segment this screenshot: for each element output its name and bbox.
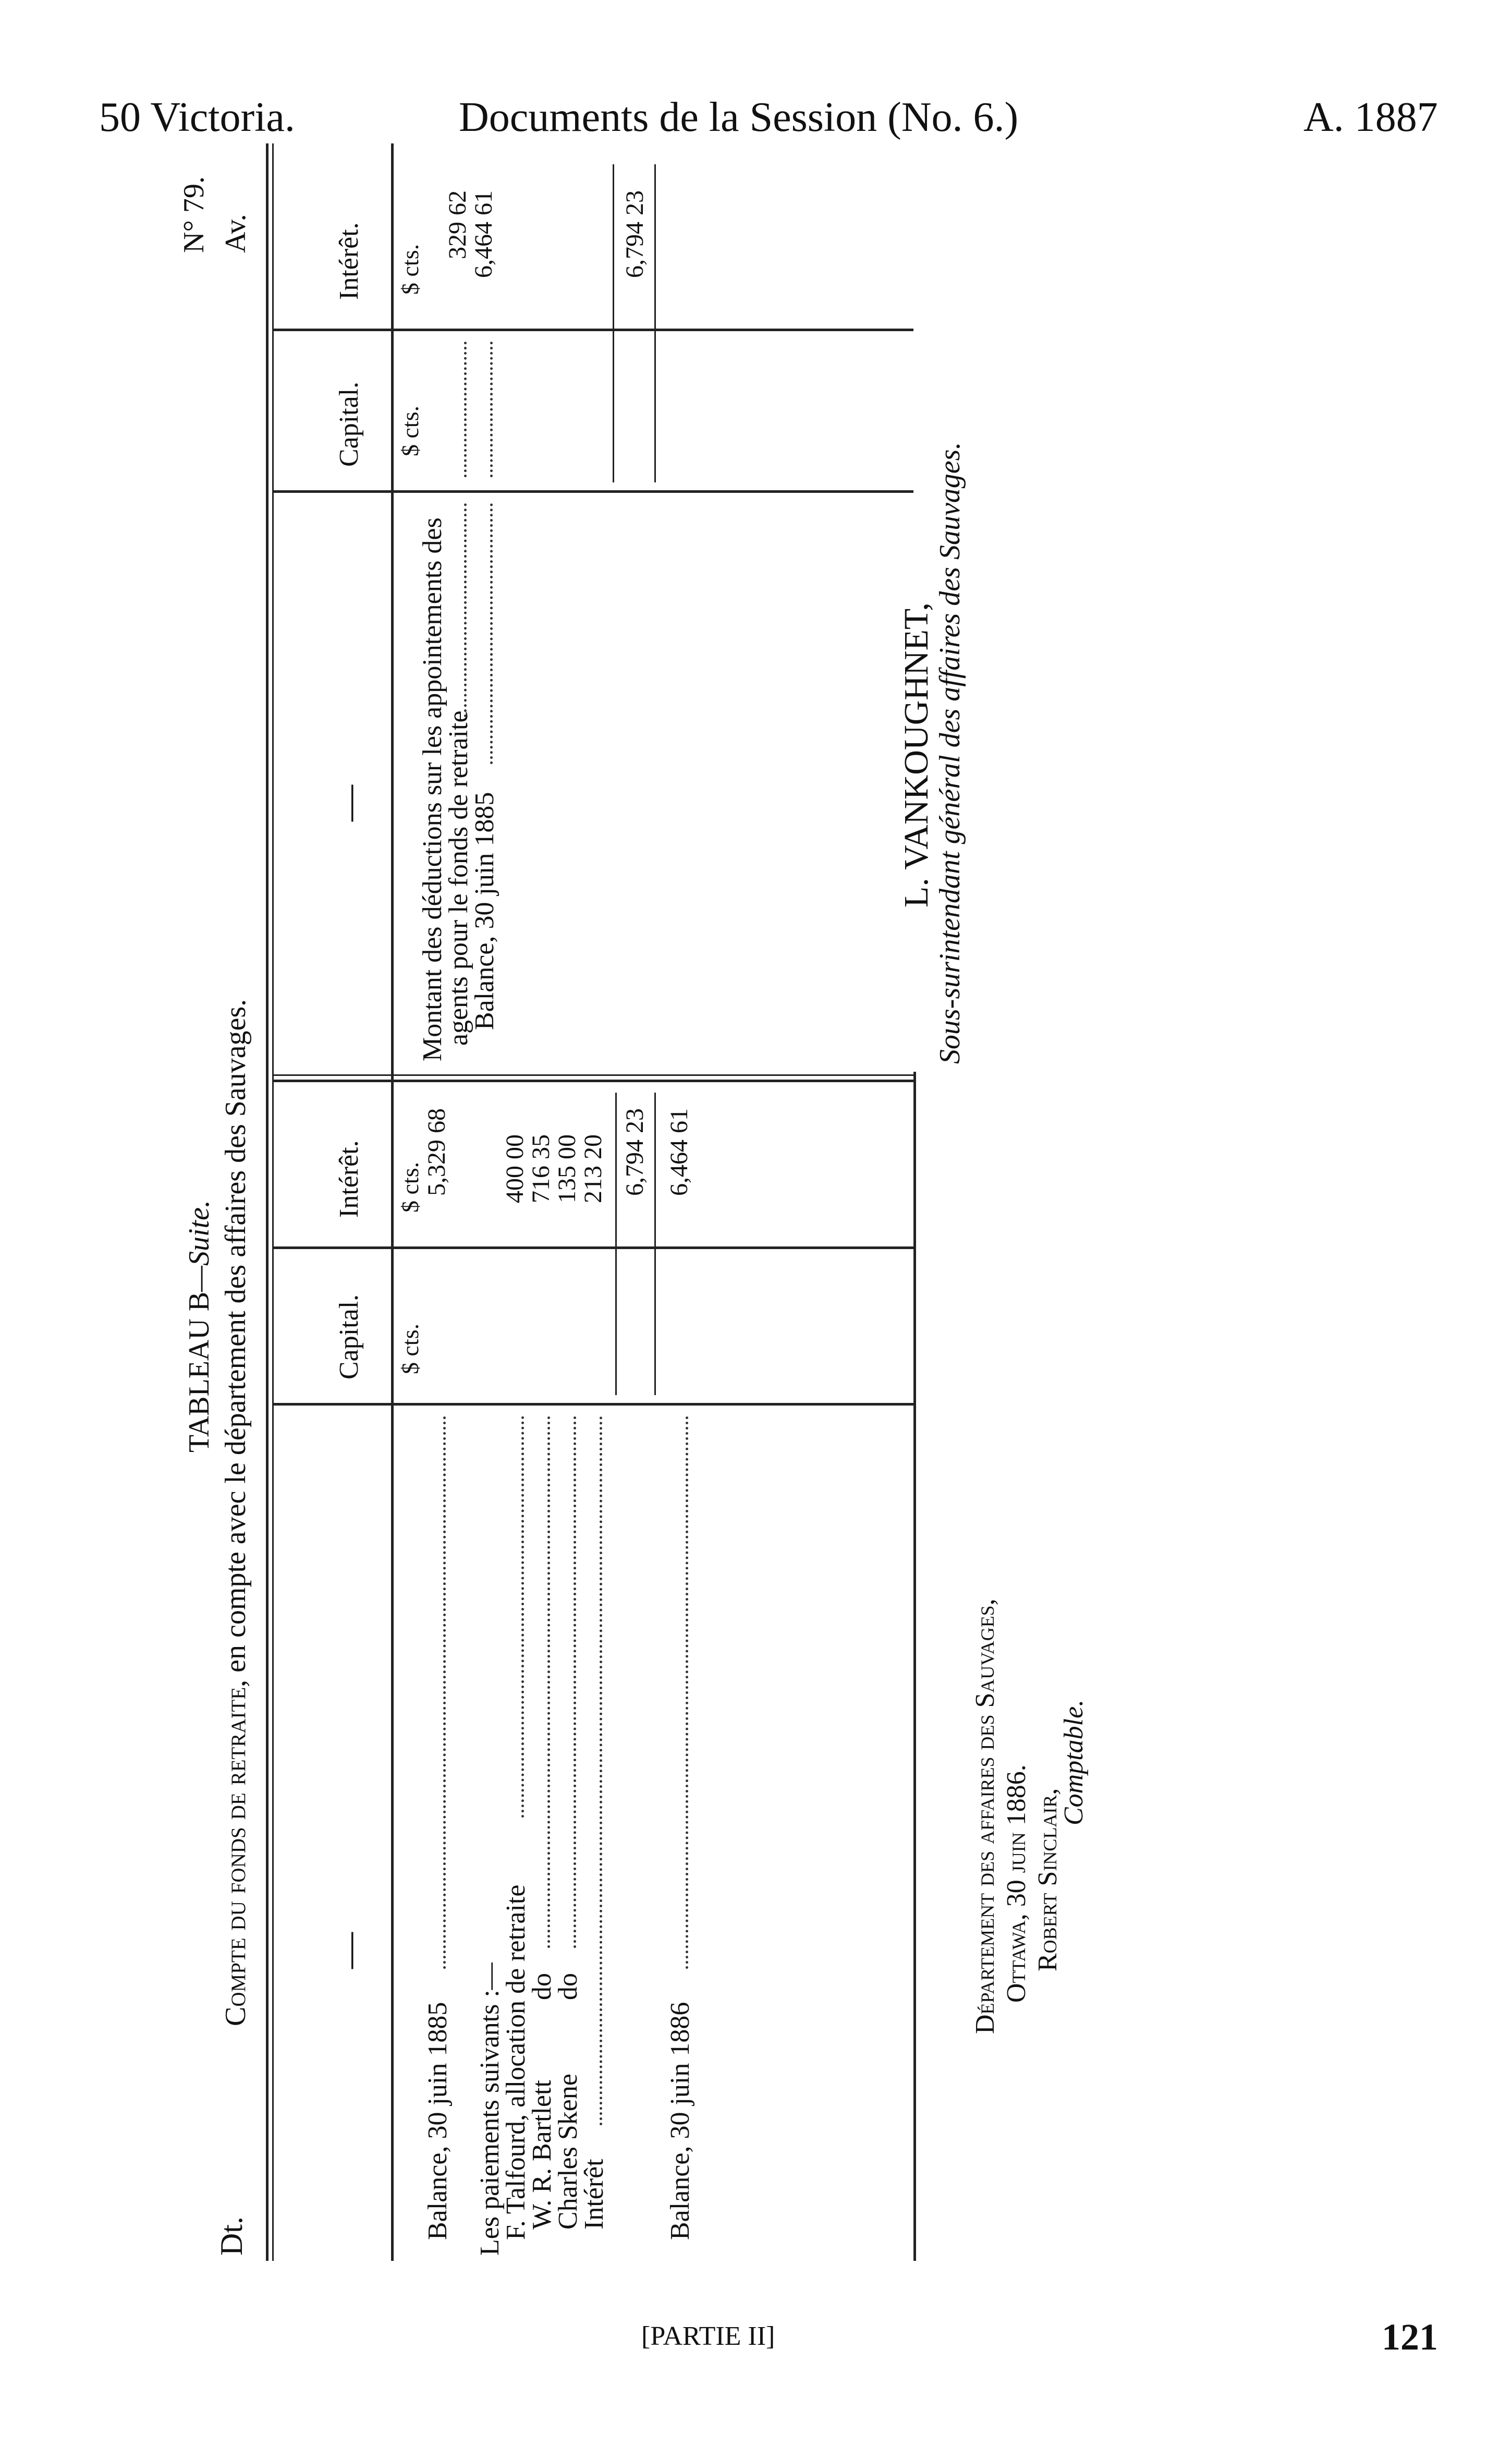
payment-3-do: do [553, 1973, 583, 2000]
debit-total-rule [654, 1093, 656, 1395]
debit-total: 6,794 23 [621, 1108, 649, 1196]
no-label: N° 79. [178, 176, 210, 253]
tableau-title-suffix: —Suite. [183, 1200, 215, 1292]
credit-col-capital: Capital. [334, 381, 364, 467]
dt-label: Dt. [214, 2217, 249, 2256]
tableau-title-main: TABLEAU B [183, 1291, 215, 1452]
debit-units-interet: $ cts. [397, 1161, 423, 1213]
leader-dots [464, 342, 467, 477]
header-left: 50 Victoria. [99, 94, 295, 140]
subtitle-rest: en compte avec le département des affaires des Sauvages. [220, 999, 252, 1680]
credit-col-interet: Intérêt. [334, 222, 364, 300]
col-rule-3 [272, 490, 913, 493]
sig-place: Ottawa, 30 juin 1886. [1002, 1764, 1031, 2003]
payment-1-value: 400 00 [501, 1134, 529, 1203]
payment-2-label: W. R. Bartlett [527, 2080, 557, 2230]
leader-dots [547, 1416, 550, 1948]
sig-dept: Département des affaires des Sauvages, [970, 1599, 1000, 2034]
payment-2-value: 716 35 [527, 1134, 555, 1203]
top-rule-2 [272, 143, 274, 2261]
leader-dots [686, 1416, 688, 1969]
tableau-subtitle [219, 999, 252, 2026]
mid-rule-a [272, 1080, 913, 1082]
leader-dots [600, 1416, 602, 2125]
leader-dots [490, 342, 493, 477]
leader-dots [490, 503, 493, 764]
credit-total: 6,794 23 [621, 190, 649, 278]
signature-left [970, 1408, 1178, 2034]
col-rule-1 [272, 1403, 913, 1406]
leader-dots [464, 503, 467, 717]
credit-units-capital: $ cts. [397, 405, 423, 456]
debit-units-capital: $ cts. [397, 1323, 423, 1374]
footer-partie: [PARTIE II] [641, 2321, 775, 2351]
debit-balance2-label: Balance, 30 juin 1886 [665, 2002, 695, 2240]
payment-1-label: F. Talfourd, allocation de retraite [501, 1884, 531, 2240]
header-rule [391, 143, 394, 2261]
credit-total-rule [654, 164, 656, 482]
sig-role: Comptable. [1059, 1699, 1089, 1825]
leader-dots [443, 1416, 446, 1969]
vankoughnet-name: L. VANKOUGHNET, [897, 602, 935, 907]
debit-balance2-value: 6,464 61 [665, 1108, 693, 1196]
credit-units-interet: $ cts. [397, 244, 423, 295]
tableau-title [182, 1200, 216, 1452]
payment-3-label: Charles Skene [553, 2074, 583, 2230]
payment-3-value: 135 00 [553, 1134, 581, 1203]
vankoughnet-role: Sous-surintendant général des affaires des Sauvages. [934, 442, 966, 1064]
credit-desc-dash: — [329, 785, 369, 821]
credit-line-2: agents pour le fonds de retraite [444, 710, 473, 1046]
payment-4-value: 213 20 [579, 1134, 607, 1203]
debit-col-interet: Intérêt. [334, 1140, 364, 1218]
mid-rule-b [272, 1074, 913, 1076]
signature-right [897, 334, 1001, 1064]
credit-line-2-value: 329 62 [444, 190, 471, 259]
payments-label: Les paiements suivants :— [475, 1963, 505, 2256]
payment-2-do: do [527, 1973, 557, 2000]
av-label: Av. [220, 214, 252, 253]
debit-col-capital: Capital. [334, 1294, 364, 1379]
top-rule [266, 143, 269, 2261]
debit-desc-dash: — [329, 1932, 369, 1969]
credit-line-1: Montant des déductions sur les appointements des [418, 517, 447, 1061]
table-bottom-rule [913, 1072, 916, 2261]
rotated-statement [151, 143, 959, 2261]
payment-4-label: Intérêt [579, 2159, 609, 2230]
leader-dots [574, 1416, 576, 1948]
subtitle-smallcaps: Compte du fonds de retraite, [220, 1679, 252, 2026]
credit-sum-rule [613, 164, 614, 482]
header-right: A. 1887 [1303, 94, 1438, 140]
col-rule-4 [272, 329, 913, 331]
header-center: Documents de la Session (No. 6.) [459, 94, 1019, 140]
debit-balance-label: Balance, 30 juin 1885 [423, 2002, 453, 2240]
debit-sum-rule [615, 1093, 617, 1395]
leader-dots [521, 1416, 524, 1818]
col-rule-2 [272, 1246, 913, 1249]
credit-line-3: Balance, 30 juin 1885 [470, 792, 499, 1030]
page-number: 121 [1382, 2316, 1438, 2358]
debit-balance-interest: 5,329 68 [423, 1108, 450, 1196]
credit-line-3-value: 6,464 61 [470, 190, 497, 278]
sig-name: Robert Sinclair, [1033, 1788, 1063, 1971]
